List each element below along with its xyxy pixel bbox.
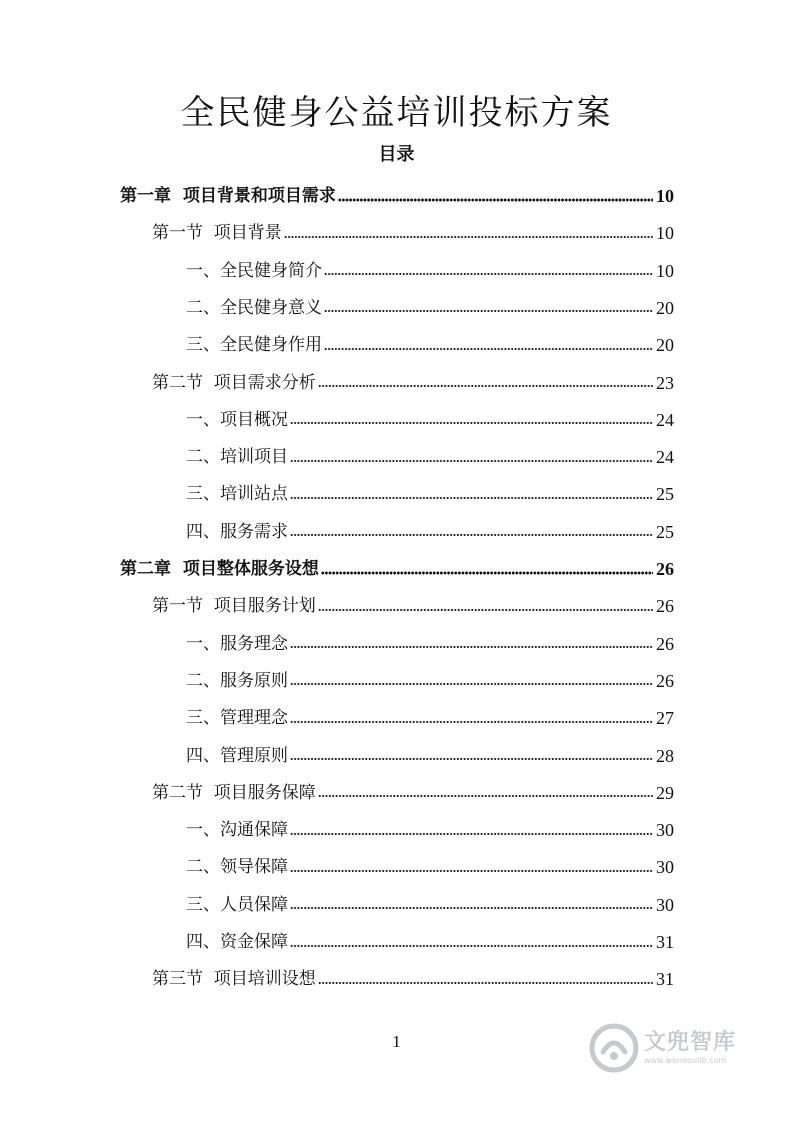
toc-dot-leader (321, 568, 653, 577)
toc-entry-page: 26 (656, 633, 674, 654)
toc-entry[interactable] (186, 476, 674, 513)
toc-entry-page: 20 (656, 335, 674, 356)
toc-entry[interactable] (186, 253, 674, 290)
toc-entry-label: 三、全民健身作用 (186, 335, 322, 356)
toc-entry-page: 30 (656, 894, 674, 915)
toc-dot-leader (290, 643, 653, 652)
toc-entry[interactable] (152, 588, 674, 625)
document-title: 全民健身公益培训投标方案 (180, 93, 613, 133)
toc-entry-label: 三、管理理念 (186, 708, 288, 729)
toc-entry-page: 10 (656, 260, 674, 281)
toc-entry-label: 二、培训项目 (186, 447, 288, 468)
toc-entry-page: 30 (656, 820, 674, 841)
toc-dot-leader (290, 941, 653, 950)
toc-entry-label: 第一章 项目背景和项目需求 (120, 186, 336, 206)
toc-entry[interactable] (120, 178, 674, 215)
toc-entry-label: 四、管理原则 (186, 745, 288, 766)
toc-entry-label: 三、人员保障 (186, 894, 288, 915)
toc-dot-leader (318, 382, 653, 391)
toc-entry-page: 26 (656, 670, 674, 691)
toc-dot-leader (290, 456, 653, 465)
toc-dot-leader (290, 493, 653, 502)
toc-entry[interactable] (152, 775, 674, 812)
toc-entry[interactable] (186, 738, 674, 775)
toc-dot-leader (290, 680, 653, 689)
toc-entry-page: 27 (656, 708, 674, 729)
toc-entry[interactable] (186, 439, 674, 476)
toc-entry-label: 三、培训站点 (186, 484, 288, 505)
toc-entry-page: 30 (656, 857, 674, 878)
toc-entry-label: 一、项目概况 (186, 409, 288, 430)
toc-entry-page: 28 (656, 745, 674, 766)
toc-heading: 目录 (378, 144, 415, 165)
toc-entry-page: 31 (656, 969, 674, 990)
toc-entry-page: 26 (656, 596, 674, 617)
toc-entry[interactable] (186, 290, 674, 327)
toc-entry-label: 二、领导保障 (186, 857, 288, 878)
toc-dot-leader (318, 792, 653, 801)
wendou-logo-icon (588, 1022, 640, 1074)
toc-entry-label: 一、沟通保障 (186, 820, 288, 841)
toc-entry-label: 一、全民健身简介 (186, 260, 322, 281)
toc-entry-label: 四、资金保障 (186, 932, 288, 952)
toc-entry-label: 一、服务理念 (186, 633, 288, 654)
toc-entry[interactable] (152, 365, 674, 402)
toc-entry-label: 第二节 项目需求分析 (152, 372, 316, 393)
toc-entry[interactable] (186, 514, 674, 551)
toc-dot-leader (324, 270, 653, 279)
toc-entry[interactable] (186, 700, 674, 737)
toc-dot-leader (318, 978, 653, 987)
toc-entry-page: 26 (656, 559, 674, 579)
toc-entry[interactable] (186, 812, 674, 849)
toc-entry-page: 24 (656, 409, 674, 430)
toc-entry-label: 第一节 项目服务计划 (152, 596, 316, 617)
toc-dot-leader (318, 605, 653, 614)
toc-dot-leader (324, 307, 653, 316)
toc-entry[interactable] (186, 887, 674, 924)
toc-entry-page: 20 (656, 297, 674, 318)
toc-entry[interactable] (186, 663, 674, 700)
toc-dot-leader (290, 717, 653, 726)
toc-entry[interactable] (152, 215, 674, 252)
toc-dot-leader (290, 755, 653, 764)
toc-dot-leader (290, 866, 653, 875)
toc-entry-page: 10 (656, 186, 674, 206)
toc-entry-label: 二、服务原则 (186, 670, 288, 691)
toc-dot-leader (324, 344, 653, 353)
toc-entry-label: 第二章 项目整体服务设想 (120, 559, 319, 579)
toc-entry[interactable] (186, 924, 674, 961)
toc-dot-leader (284, 232, 653, 241)
toc-dot-leader (290, 531, 653, 540)
toc-entry-page: 24 (656, 447, 674, 468)
toc-entry[interactable] (152, 961, 674, 998)
watermark (588, 1020, 768, 1076)
toc-entry[interactable] (186, 626, 674, 663)
toc-entry-page: 29 (656, 782, 674, 803)
toc-dot-leader (290, 829, 653, 838)
toc-entry[interactable] (120, 551, 674, 588)
page-number: 1 (392, 1032, 401, 1051)
toc-entry-page: 25 (656, 484, 674, 505)
toc-dot-leader (290, 904, 653, 913)
toc-entry-label: 四、服务需求 (186, 521, 288, 542)
toc-entry[interactable] (186, 849, 674, 886)
toc-entry-page: 23 (656, 372, 674, 393)
toc-entry-page: 31 (656, 932, 674, 952)
toc-entry-label: 第二节 项目服务保障 (152, 782, 316, 803)
toc-entry-page: 10 (656, 223, 674, 244)
toc-entry-label: 二、全民健身意义 (186, 297, 322, 318)
toc-dot-leader (290, 419, 653, 428)
toc-entry[interactable] (186, 402, 674, 439)
watermark-name: 文兜智库 (644, 1030, 737, 1055)
toc-dot-leader (338, 195, 653, 204)
toc-entry-page: 25 (656, 521, 674, 542)
toc-entry[interactable] (186, 327, 674, 364)
toc-entry-label: 第一节 项目背景 (152, 223, 282, 244)
watermark-url: www.wendoulib.com (644, 1056, 727, 1065)
toc-entry-label: 第三节 项目培训设想 (152, 969, 316, 990)
